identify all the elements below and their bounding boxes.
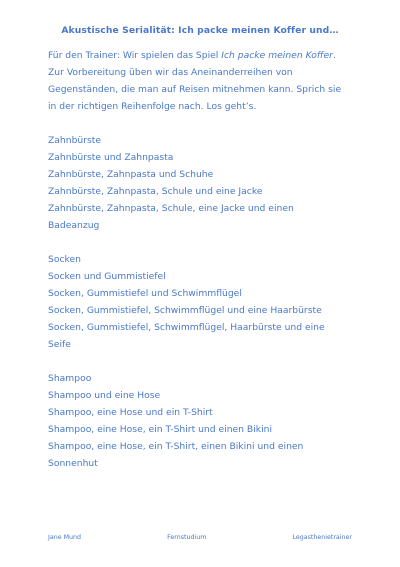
intro-paragraph <box>48 47 368 115</box>
list-item: Zahnbürste, Zahnpasta und Schuhe <box>48 169 214 180</box>
list-item: Shampoo, eine Hose, ein T-Shirt und einen Bikini <box>48 424 273 435</box>
footer-author: Jane Mund <box>48 534 81 541</box>
footer-program: Fernstudium <box>167 534 207 541</box>
list-item: Seife <box>48 339 71 350</box>
list-item: Zahnbürste und Zahnpasta <box>48 152 174 163</box>
intro-prefix: Für den Trainer: Wir spielen das Spiel <box>48 50 222 61</box>
list-item: Badeanzug <box>48 220 100 231</box>
list-item: Sonnenhut <box>48 458 98 469</box>
game-name: Ich packe meinen Koffer <box>221 50 333 61</box>
document-body <box>48 47 368 489</box>
list-item: Socken, Gummistiefel und Schwimmflügel <box>48 288 242 299</box>
footer-course: Legasthenietrainer <box>292 534 352 541</box>
list-item: Shampoo <box>48 373 92 384</box>
page-footer <box>48 534 352 541</box>
list-item: Socken <box>48 254 81 265</box>
list-item: Shampoo und eine Hose <box>48 390 161 401</box>
word-list-group-3 <box>48 370 368 472</box>
list-item: Shampoo, eine Hose, ein T-Shirt, einen Bikini und einen <box>48 441 304 452</box>
intro-suffix: . Zur Vorbereitung üben wir das Aneinanderreihen von Gegenständen, die man auf Reisen mitnehmen kann. Sprich sie in der richtigen Reihenfolge nach. Los geht’s. <box>48 50 342 112</box>
list-item: Shampoo, eine Hose und ein T-Shirt <box>48 407 213 418</box>
page-title: Akustische Serialität: Ich packe meinen Koffer und… <box>61 25 339 36</box>
list-item: Zahnbürste, Zahnpasta, Schule und eine Jacke <box>48 186 263 197</box>
list-item: Zahnbürste <box>48 135 102 146</box>
list-item: Socken, Gummistiefel, Schwimmflügel, Haarbürste und eine <box>48 322 325 333</box>
list-item: Zahnbürste, Zahnpasta, Schule, eine Jacke und einen <box>48 203 294 214</box>
list-item: Socken, Gummistiefel, Schwimmflügel und eine Haarbürste <box>48 305 322 316</box>
word-list-group-2 <box>48 251 368 353</box>
word-list-group-1 <box>48 132 368 234</box>
list-item: Socken und Gummistiefel <box>48 271 166 282</box>
